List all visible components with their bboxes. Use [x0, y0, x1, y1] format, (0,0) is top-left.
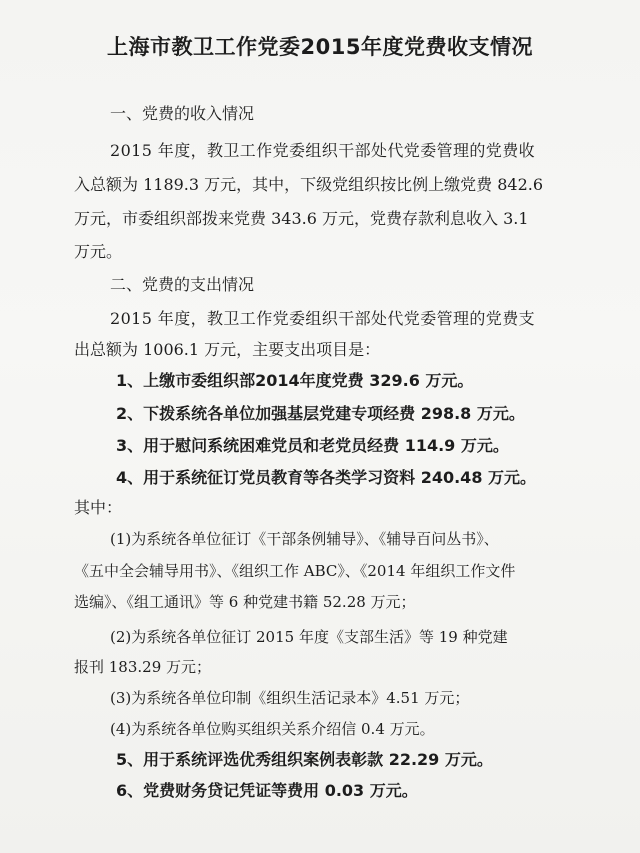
sub-item-line-5: 报刊 183.29 万元； — [74, 658, 212, 676]
section2-line-2: 出总额为 1006.1 万元，主要支出项目是： — [74, 340, 381, 359]
sub-item-line-4: (2)为系统各单位征订 2015 年度《支部生活》等 19 种党建 — [110, 628, 508, 646]
sub-item-line-1: (1)为系统各单位征订《干部条例辅导》、《辅导百问丛书》、 — [110, 530, 499, 548]
section2-line-1: 2015 年度，教卫工作党委组织干部处代党委管理的党费支 — [110, 309, 536, 328]
section1-line-2: 入总额为 1189.3 万元，其中，下级党组织按比例上缴党费 842.6 — [74, 175, 544, 194]
expense-item-2: 2、下拨系统各单位加强基层党建专项经费 298.8 万元。 — [116, 404, 525, 423]
expense-item-3: 3、用于慰问系统困难党员和老党员经费 114.9 万元。 — [116, 436, 509, 455]
sub-item-line-7: (4)为系统各单位购买组织关系介绍信 0.4 万元。 — [110, 720, 435, 738]
among-label: 其中： — [74, 498, 123, 517]
section1-line-1: 2015 年度，教卫工作党委组织干部处代党委管理的党费收 — [110, 141, 536, 160]
sub-item-line-3: 选编》、《组工通讯》等 6 种党建书籍 52.28 万元； — [74, 593, 416, 611]
sub-item-line-2: 《五中全会辅导用书》、《组织工作 ABC》、《2014 年组织工作文件 — [74, 562, 516, 580]
section1-line-4: 万元。 — [74, 242, 123, 261]
section1-heading: 一、党费的收入情况 — [110, 104, 255, 123]
expense-item-5: 5、用于系统评选优秀组织案例表彰款 22.29 万元。 — [116, 750, 493, 769]
document-title: 上海市教卫工作党委2015年度党费收支情况 — [107, 35, 533, 59]
expense-item-1: 1、上缴市委组织部2014年度党费 329.6 万元。 — [116, 371, 474, 390]
expense-item-4: 4、用于系统征订党员教育等各类学习资料 240.48 万元。 — [116, 468, 537, 487]
section2-heading: 二、党费的支出情况 — [110, 275, 255, 294]
expense-item-6: 6、党费财务贷记凭证等费用 0.03 万元。 — [116, 781, 418, 800]
section1-line-3: 万元，市委组织部拨来党费 343.6 万元，党费存款利息收入 3.1 — [74, 209, 529, 228]
sub-item-line-6: (3)为系统各单位印制《组织生活记录本》4.51 万元； — [110, 689, 470, 707]
